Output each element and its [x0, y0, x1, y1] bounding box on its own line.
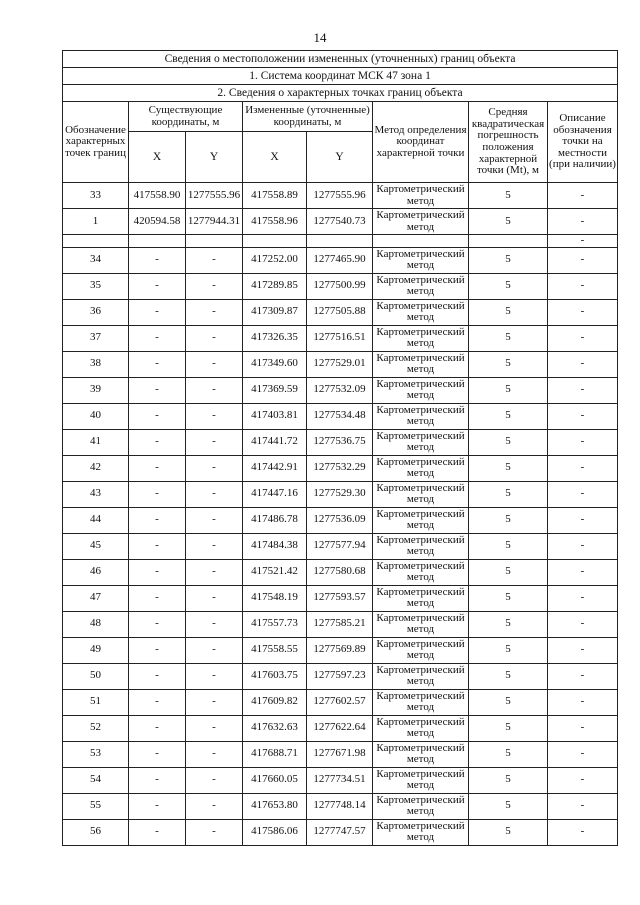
cell-point: 36	[63, 299, 129, 325]
cell-changed-y: 1277734.51	[307, 767, 373, 793]
cell-description: -	[548, 637, 618, 663]
cell-mean-error: 5	[469, 819, 548, 845]
coordinate-system: 1. Система координат МСК 47 зона 1	[63, 68, 618, 85]
cell-changed-y: 1277505.88	[307, 299, 373, 325]
page-number: 14	[313, 30, 327, 45]
cell-changed-x: 417447.16	[243, 481, 307, 507]
cell-changed-x: 417586.06	[243, 819, 307, 845]
cell-changed-y: 1277747.57	[307, 819, 373, 845]
cell-method: Картометрический метод	[373, 507, 469, 533]
cell-method: Картометрический метод	[373, 663, 469, 689]
cell-existing-x: -	[129, 429, 186, 455]
cell-existing-y: -	[186, 715, 243, 741]
cell-changed-x: 417603.75	[243, 663, 307, 689]
cell-mean-error: 5	[469, 299, 548, 325]
cell-changed-y: 1277748.14	[307, 793, 373, 819]
cell-existing-x: -	[129, 533, 186, 559]
cell-existing-y: -	[186, 611, 243, 637]
cell-mean-error: 5	[469, 663, 548, 689]
cell-existing-y: -	[186, 377, 243, 403]
cell-mean-error: 5	[469, 183, 548, 209]
cell-existing-x: -	[129, 455, 186, 481]
cell-existing-y: -	[186, 559, 243, 585]
cell-method: Картометрический метод	[373, 481, 469, 507]
header-method: Метод определения координат характерной точки	[373, 102, 469, 183]
cell-description: -	[548, 741, 618, 767]
cell-description: -	[548, 481, 618, 507]
cell-mean-error: 5	[469, 611, 548, 637]
cell-description: -	[548, 793, 618, 819]
cell-existing-x: 420594.58	[129, 209, 186, 235]
table-row	[63, 611, 618, 637]
cell-method: Картометрический метод	[373, 273, 469, 299]
cell-point: 46	[63, 559, 129, 585]
cell-changed-y: 1277540.73	[307, 209, 373, 235]
cell-existing-y: -	[186, 533, 243, 559]
cell-point: 47	[63, 585, 129, 611]
table-row	[63, 663, 618, 689]
cell-changed-y: 1277536.75	[307, 429, 373, 455]
cell-point: 1	[63, 209, 129, 235]
cell-mean-error: 5	[469, 403, 548, 429]
cell-method: Картометрический метод	[373, 247, 469, 273]
cell-description: -	[548, 183, 618, 209]
cell-point: 49	[63, 637, 129, 663]
cell-changed-x: 417548.19	[243, 585, 307, 611]
cell-existing-x: -	[129, 247, 186, 273]
cell-method: Картометрический метод	[373, 793, 469, 819]
cell-changed-x: 417653.80	[243, 793, 307, 819]
cell-method: Картометрический метод	[373, 637, 469, 663]
cell-description: -	[548, 767, 618, 793]
cell-existing-y: -	[186, 273, 243, 299]
header-existing-coords: Существующие координаты, м	[129, 102, 243, 132]
cell-point: 44	[63, 507, 129, 533]
cell-description: -	[548, 533, 618, 559]
cell-changed-x: 417486.78	[243, 507, 307, 533]
table-row	[63, 247, 618, 273]
cell-method: Картометрический метод	[373, 611, 469, 637]
cell-changed-y: 1277602.57	[307, 689, 373, 715]
table-row	[63, 455, 618, 481]
cell-description: -	[548, 247, 618, 273]
cell-existing-x: -	[129, 793, 186, 819]
cell-point: 34	[63, 247, 129, 273]
cell-existing-x: -	[129, 377, 186, 403]
cell-existing-x: -	[129, 741, 186, 767]
table-row	[63, 689, 618, 715]
cell-mean-error: 5	[469, 741, 548, 767]
cell-description: -	[548, 663, 618, 689]
cell-existing-x: -	[129, 819, 186, 845]
cell-changed-y: 1277532.29	[307, 455, 373, 481]
cell-point: 33	[63, 183, 129, 209]
cell-changed-y: 1277536.09	[307, 507, 373, 533]
cell-description: -	[548, 455, 618, 481]
cell-changed-y: 1277529.30	[307, 481, 373, 507]
cell-existing-x: -	[129, 715, 186, 741]
cell-changed-x: 417558.89	[243, 183, 307, 209]
cell-existing-y: -	[186, 351, 243, 377]
cell-changed-y: 1277580.68	[307, 559, 373, 585]
cell-mean-error: 5	[469, 209, 548, 235]
cell-existing-x: -	[129, 507, 186, 533]
cell-method: Картометрический метод	[373, 585, 469, 611]
cell-point: 54	[63, 767, 129, 793]
cell-changed-y: 1277597.23	[307, 663, 373, 689]
cell-existing-y: -	[186, 689, 243, 715]
cell-existing-y: -	[186, 793, 243, 819]
cell-existing-x: -	[129, 663, 186, 689]
table-row	[63, 209, 618, 235]
table-row	[63, 559, 618, 585]
table-row	[63, 715, 618, 741]
header-changed-x: X	[243, 132, 307, 183]
cell-mean-error: 5	[469, 429, 548, 455]
cell-changed-x: 417558.55	[243, 637, 307, 663]
cell-method: Картометрический метод	[373, 429, 469, 455]
cell-method: Картометрический метод	[373, 351, 469, 377]
cell-point: 51	[63, 689, 129, 715]
table-row	[63, 273, 618, 299]
table-row	[63, 819, 618, 845]
cell-existing-x: -	[129, 273, 186, 299]
header-changed-y: Y	[307, 132, 373, 183]
cell-method: Картометрический метод	[373, 183, 469, 209]
cell-mean-error: 5	[469, 273, 548, 299]
cell-existing-y: -	[186, 247, 243, 273]
table-row	[63, 767, 618, 793]
cell-existing-y: -	[186, 637, 243, 663]
cell-changed-x: 417558.96	[243, 209, 307, 235]
cell-changed-x: 417289.85	[243, 273, 307, 299]
cell-description: -	[548, 377, 618, 403]
cell-mean-error: 5	[469, 247, 548, 273]
table-row	[63, 585, 618, 611]
table-row	[63, 741, 618, 767]
table-row	[63, 299, 618, 325]
cell-description: -	[548, 611, 618, 637]
cell-changed-y: 1277465.90	[307, 247, 373, 273]
cell-changed-y: 1277516.51	[307, 325, 373, 351]
cell-point: 39	[63, 377, 129, 403]
cell-description: -	[548, 325, 618, 351]
cell-existing-x: -	[129, 585, 186, 611]
cell-changed-x: 417369.59	[243, 377, 307, 403]
cell-method: Картометрический метод	[373, 559, 469, 585]
cell-point: 37	[63, 325, 129, 351]
cell-description: -	[548, 819, 618, 845]
cell-existing-x: -	[129, 559, 186, 585]
cell-description: -	[548, 351, 618, 377]
cell-existing-x: -	[129, 351, 186, 377]
cell-point: 45	[63, 533, 129, 559]
cell-description: -	[548, 403, 618, 429]
table-row	[63, 377, 618, 403]
cell-changed-x: 417442.91	[243, 455, 307, 481]
cell-existing-y: -	[186, 507, 243, 533]
cell-changed-x: 417403.81	[243, 403, 307, 429]
cell-existing-y: 1277555.96	[186, 183, 243, 209]
header-existing-y: Y	[186, 132, 243, 183]
cell-changed-y: 1277585.21	[307, 611, 373, 637]
header-mean-error: Средняя квадратическая погрешность положения характерной точки (Mt), м	[469, 102, 548, 183]
table-row	[63, 183, 618, 209]
cell-description: -	[548, 689, 618, 715]
cell-description: -	[548, 273, 618, 299]
cell-existing-y: -	[186, 299, 243, 325]
cell-changed-y: 1277671.98	[307, 741, 373, 767]
table-row	[63, 793, 618, 819]
cell-existing-y: 1277944.31	[186, 209, 243, 235]
cell-existing-y: -	[186, 325, 243, 351]
section-heading: 2. Сведения о характерных точках границ объекта	[63, 85, 618, 102]
cell-method: Картометрический метод	[373, 377, 469, 403]
cell-changed-x: 417557.73	[243, 611, 307, 637]
cell-existing-y: -	[186, 663, 243, 689]
cell-method: Картометрический метод	[373, 689, 469, 715]
cell-description: -	[548, 559, 618, 585]
cell-changed-y: 1277532.09	[307, 377, 373, 403]
table-row	[63, 429, 618, 455]
cell-changed-x: 417252.00	[243, 247, 307, 273]
cell-method: Картометрический метод	[373, 403, 469, 429]
cell-existing-y: -	[186, 585, 243, 611]
cell-mean-error: 5	[469, 715, 548, 741]
header-point-designation: Обозначение характерных точек границ	[63, 102, 129, 183]
cell-mean-error: 5	[469, 481, 548, 507]
cell-changed-x: 417521.42	[243, 559, 307, 585]
cell-changed-x: 417660.05	[243, 767, 307, 793]
cell-description: -	[548, 507, 618, 533]
table-row	[63, 351, 618, 377]
cell-point: 38	[63, 351, 129, 377]
cell-changed-y: 1277622.64	[307, 715, 373, 741]
cell-existing-x: -	[129, 689, 186, 715]
table-row	[63, 533, 618, 559]
cell-existing-y: -	[186, 403, 243, 429]
cell-mean-error: 5	[469, 325, 548, 351]
cell-mean-error: 5	[469, 793, 548, 819]
cell-existing-x: -	[129, 637, 186, 663]
cell-changed-y: 1277529.01	[307, 351, 373, 377]
cell-existing-y: -	[186, 455, 243, 481]
cell-method: Картометрический метод	[373, 299, 469, 325]
table-row	[63, 637, 618, 663]
cell-point: 50	[63, 663, 129, 689]
cell-mean-error: 5	[469, 767, 548, 793]
cell-changed-y: 1277534.48	[307, 403, 373, 429]
cell-method: Картометрический метод	[373, 455, 469, 481]
cell-mean-error: 5	[469, 689, 548, 715]
header-changed-coords: Измененные (уточненные) координаты, м	[243, 102, 373, 132]
cell-description: -	[548, 585, 618, 611]
cell-method: Картометрический метод	[373, 715, 469, 741]
cell-method: Картометрический метод	[373, 819, 469, 845]
cell-existing-x: -	[129, 403, 186, 429]
cell-mean-error: 5	[469, 455, 548, 481]
cell-existing-y: -	[186, 767, 243, 793]
separator-dash: -	[548, 235, 618, 248]
boundary-points-table	[62, 50, 618, 846]
cell-existing-x: -	[129, 299, 186, 325]
cell-changed-x: 417441.72	[243, 429, 307, 455]
cell-existing-x: -	[129, 481, 186, 507]
cell-method: Картометрический метод	[373, 767, 469, 793]
table-row	[63, 507, 618, 533]
cell-description: -	[548, 715, 618, 741]
cell-mean-error: 5	[469, 585, 548, 611]
cell-changed-x: 417632.63	[243, 715, 307, 741]
header-description: Описание обозначения точки на местности (при наличии)	[548, 102, 618, 183]
cell-method: Картометрический метод	[373, 325, 469, 351]
cell-point: 56	[63, 819, 129, 845]
cell-mean-error: 5	[469, 559, 548, 585]
cell-existing-y: -	[186, 481, 243, 507]
cell-description: -	[548, 429, 618, 455]
cell-mean-error: 5	[469, 507, 548, 533]
cell-existing-x: -	[129, 611, 186, 637]
cell-changed-x: 417484.38	[243, 533, 307, 559]
cell-method: Картометрический метод	[373, 741, 469, 767]
table-body-main	[63, 247, 618, 845]
table-title: Сведения о местоположении измененных (уточненных) границ объекта	[63, 51, 618, 68]
cell-changed-y: 1277593.57	[307, 585, 373, 611]
table-row	[63, 481, 618, 507]
cell-existing-y: -	[186, 429, 243, 455]
cell-changed-x: 417326.35	[243, 325, 307, 351]
cell-changed-x: 417349.60	[243, 351, 307, 377]
cell-existing-x: -	[129, 767, 186, 793]
cell-point: 48	[63, 611, 129, 637]
cell-point: 53	[63, 741, 129, 767]
table-body-top	[63, 183, 618, 235]
cell-point: 42	[63, 455, 129, 481]
cell-point: 40	[63, 403, 129, 429]
cell-point: 41	[63, 429, 129, 455]
cell-point: 35	[63, 273, 129, 299]
cell-changed-x: 417309.87	[243, 299, 307, 325]
cell-changed-x: 417688.71	[243, 741, 307, 767]
cell-mean-error: 5	[469, 377, 548, 403]
cell-point: 55	[63, 793, 129, 819]
cell-method: Картометрический метод	[373, 209, 469, 235]
cell-existing-x: 417558.90	[129, 183, 186, 209]
cell-changed-y: 1277569.89	[307, 637, 373, 663]
cell-method: Картометрический метод	[373, 533, 469, 559]
table-row	[63, 325, 618, 351]
header-existing-x: X	[129, 132, 186, 183]
cell-mean-error: 5	[469, 533, 548, 559]
table-separator	[63, 235, 618, 248]
cell-changed-y: 1277555.96	[307, 183, 373, 209]
cell-point: 43	[63, 481, 129, 507]
cell-changed-y: 1277577.94	[307, 533, 373, 559]
cell-changed-x: 417609.82	[243, 689, 307, 715]
cell-mean-error: 5	[469, 351, 548, 377]
cell-point: 52	[63, 715, 129, 741]
cell-changed-y: 1277500.99	[307, 273, 373, 299]
table-row	[63, 403, 618, 429]
cell-mean-error: 5	[469, 637, 548, 663]
cell-existing-y: -	[186, 741, 243, 767]
cell-description: -	[548, 299, 618, 325]
cell-description: -	[548, 209, 618, 235]
cell-existing-y: -	[186, 819, 243, 845]
cell-existing-x: -	[129, 325, 186, 351]
